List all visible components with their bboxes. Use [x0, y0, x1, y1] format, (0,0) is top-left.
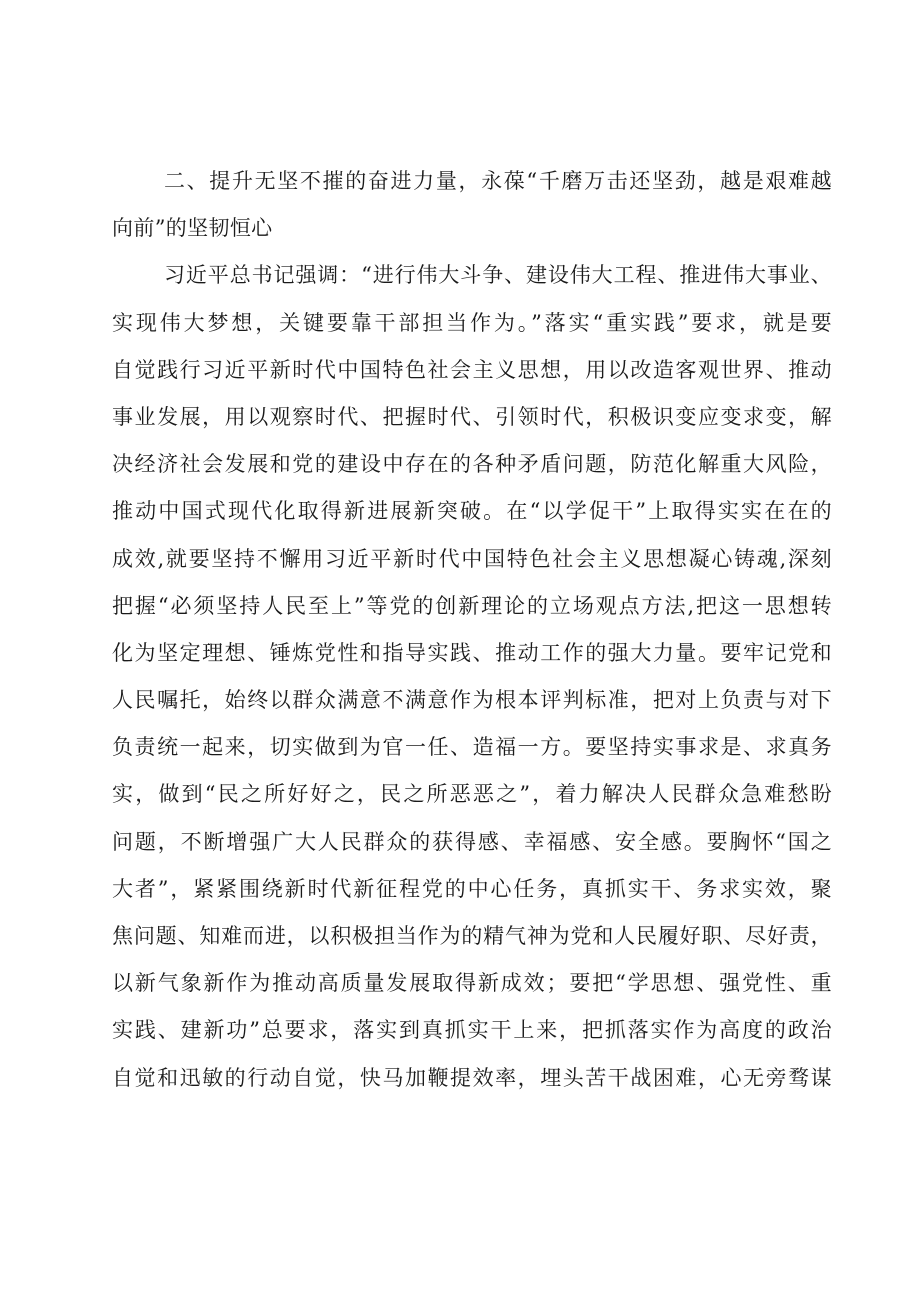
paragraph-line-6: 推动中国式现代化取得新进展新突破。在“以学促干”上取得实实在在的: [112, 499, 832, 524]
paragraph-line-10: 人民嘱托，始终以群众满意不满意作为根本评判标准，把对上负责与对下: [112, 688, 832, 713]
paragraph-line-18: 自觉和迅敏的行动自觉，快马加鞭提效率，埋头苦干战困难，心无旁骛谋: [112, 1065, 832, 1090]
paragraph-line-5: 决经济社会发展和党的建设中存在的各种矛盾问题，防范化解重大风险，: [112, 452, 832, 477]
paragraph-line-8: 把握“必须坚持人民至上”等党的创新理论的立场观点方法,把这一思想转: [112, 593, 832, 618]
paragraph-line-9: 化为坚定理想、锤炼党性和指导实践、推动工作的强大力量。要牢记党和: [112, 640, 832, 665]
section-heading-line-2: 向前”的坚韧恒心: [112, 216, 273, 241]
paragraph-line-13: 问题，不断增强广大人民群众的获得感、幸福感、安全感。要胸怀“国之: [112, 829, 832, 854]
paragraph-line-14: 大者”，紧紧围绕新时代新征程党的中心任务，真抓实干、务求实效，聚: [112, 876, 832, 901]
paragraph-line-3: 自觉践行习近平新时代中国特色社会主义思想，用以改造客观世界、推动: [112, 357, 832, 382]
paragraph-line-11: 负责统一起来，切实做到为官一任、造福一方。要坚持实事求是、求真务: [112, 735, 832, 760]
paragraph-line-7: 成效,就要坚持不懈用习近平新时代中国特色社会主义思想凝心铸魂,深刻: [112, 546, 832, 571]
paragraph-line-4: 事业发展，用以观察时代、把握时代、引领时代，积极识变应变求变，解: [112, 404, 832, 429]
paragraph-line-15: 焦问题、知难而进，以积极担当作为的精气神为党和人民履好职、尽好责，: [112, 924, 832, 948]
paragraph-line-12: 实，做到“民之所好好之，民之所恶恶之”，着力解决人民群众急难愁盼: [112, 782, 832, 807]
paragraph-line-17: 实践、建新功”总要求，落实到真抓实干上来，把抓落实作为高度的政治: [112, 1018, 832, 1043]
paragraph-line-1: 习近平总书记强调：“进行伟大斗争、建设伟大工程、推进伟大事业、: [164, 263, 832, 288]
paragraph-line-16: 以新气象新作为推动高质量发展取得新成效；要把“学思想、强党性、重: [112, 971, 832, 996]
section-heading-line-1: 二、提升无坚不摧的奋进力量，永葆“千磨万击还坚劲，越是艰难越: [164, 169, 832, 193]
document-body: [112, 158, 832, 1102]
paragraph-line-2: 实现伟大梦想，关键要靠干部担当作为。”落实“重实践”要求，就是要: [112, 310, 832, 335]
